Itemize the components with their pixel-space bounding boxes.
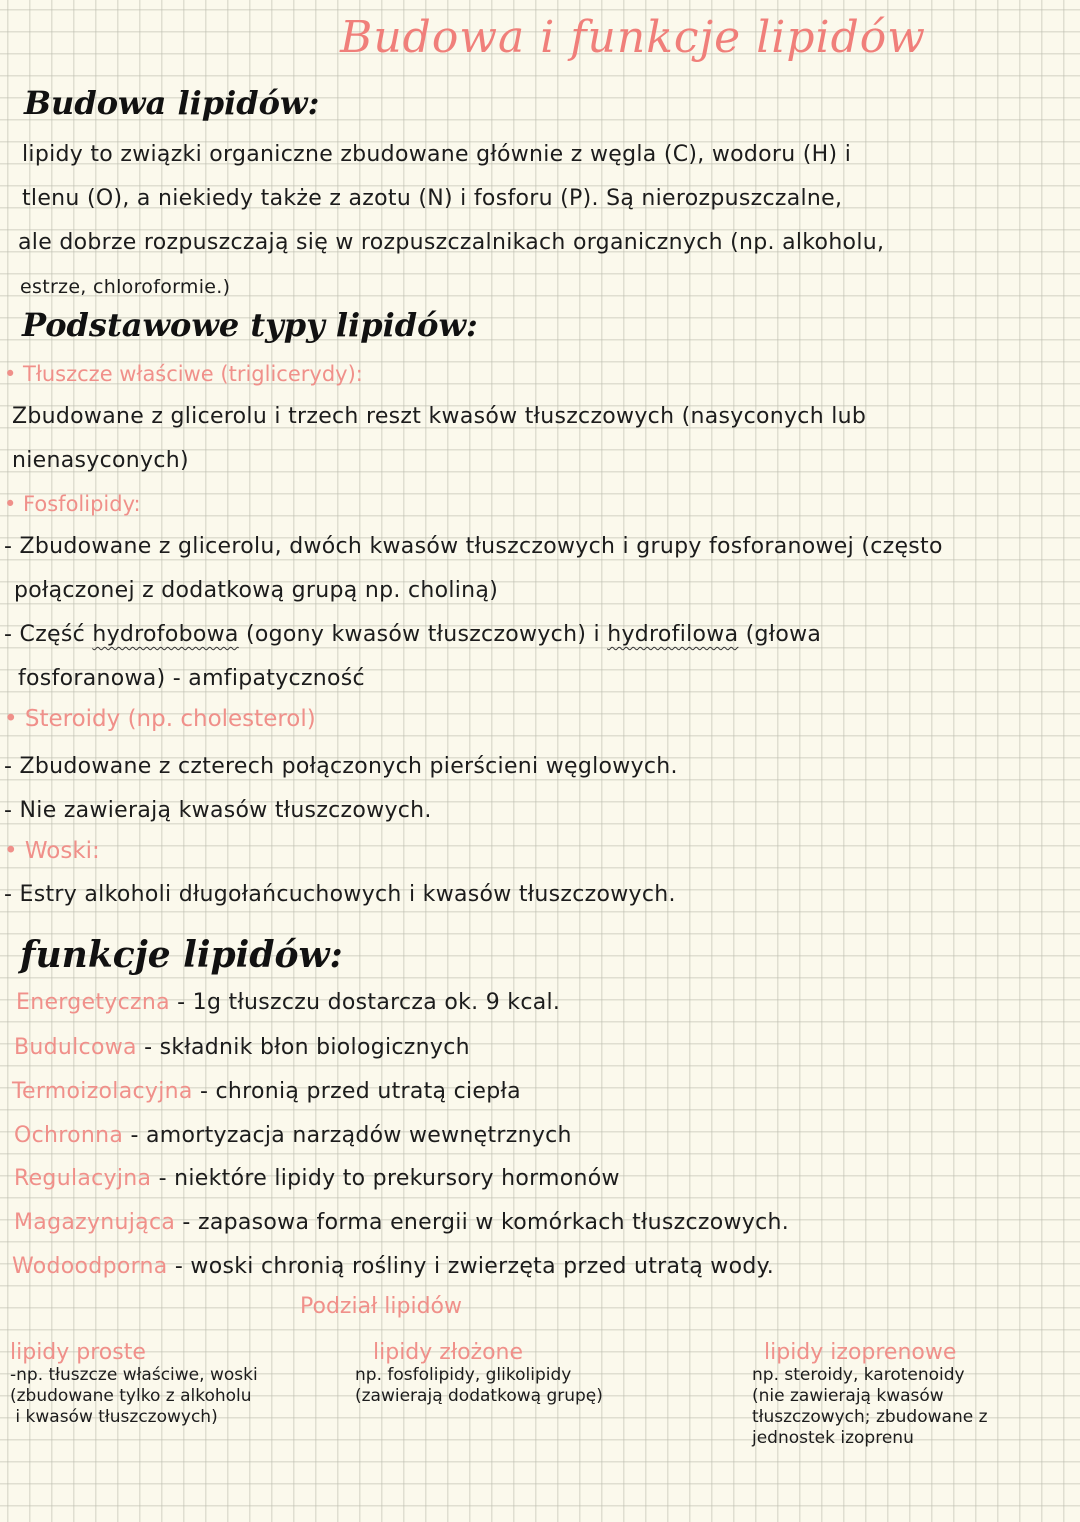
heading-functions: funkcje lipidów: (20, 934, 343, 976)
column-title: lipidy izoprenowe (764, 1340, 957, 1365)
heading-structure: Budowa lipidów: (24, 84, 320, 122)
function-desc: - zapasowa forma energii w komórkach tłuszczowych. (175, 1210, 790, 1235)
phospholipids-line3-mid: (ogony kwasów tłuszczowych) i (238, 622, 608, 647)
function-desc: - amortyzacja narządów wewnętrznych (123, 1123, 572, 1148)
heading-types: Podstawowe typy lipidów: (22, 306, 478, 344)
structure-line-3: ale dobrze rozpuszczają się w rozpuszczalnikach organicznych (np. alkoholu, (18, 230, 885, 255)
column-title: lipidy proste (10, 1340, 146, 1365)
term-hydrophobic: hydrofobowa (92, 622, 239, 647)
function-name: Regulacyjna (14, 1166, 152, 1191)
function-name: Termoizolacyjna (12, 1079, 193, 1104)
function-thermal (12, 1077, 521, 1107)
term-hydrophilic: hydrofilowa (607, 622, 739, 647)
phospholipids-line-4: fosforanowa) - amfipatyczność (18, 666, 365, 691)
steroids-line-1: - Zbudowane z czterech połączonych pierścieni węglowych. (4, 754, 678, 779)
function-name: Budulcowa (14, 1035, 137, 1060)
function-storage (14, 1208, 789, 1238)
function-desc: - woski chronią rośliny i zwierzęta przed utratą wody. (167, 1254, 775, 1279)
page-title: Budowa i funkcje lipidów (340, 12, 926, 63)
function-energy (16, 988, 560, 1018)
column-line: tłuszczowych; zbudowane z (752, 1407, 988, 1427)
function-name: Energetyczna (16, 990, 170, 1015)
division-column-isoprenoid (752, 1340, 988, 1449)
type-label-triglycerides: • Tłuszcze właściwe (triglicerydy): (4, 362, 363, 386)
type-label-phospholipids: • Fosfolipidy: (4, 492, 141, 516)
function-desc: - niektóre lipidy to prekursory hormonów (151, 1166, 620, 1191)
division-column-simple (10, 1340, 258, 1428)
function-name: Wodoodporna (12, 1254, 168, 1279)
structure-line-1: lipidy to związki organiczne zbudowane głównie z węgla (C), wodoru (H) i (22, 142, 852, 167)
column-title: lipidy złożone (373, 1340, 524, 1365)
structure-line-2: tlenu (O), a niekiedy także z azotu (N) i fosforu (P). Są nierozpuszczalne, (22, 186, 843, 211)
waxes-line-1: - Estry alkoholi długołańcuchowych i kwasów tłuszczowych. (4, 882, 676, 907)
type-label-steroids: • Steroidy (np. cholesterol) (4, 706, 316, 732)
column-line: np. steroidy, karotenoidy (752, 1365, 965, 1385)
column-line: -np. tłuszcze właściwe, woski (10, 1365, 258, 1385)
function-regulatory (14, 1164, 620, 1194)
column-line: np. fosfolipidy, glikolipidy (355, 1365, 572, 1385)
function-waterproof (12, 1252, 774, 1282)
function-name: Magazynująca (14, 1210, 176, 1235)
column-line: i kwasów tłuszczowych) (10, 1407, 218, 1427)
triglycerides-line-1: Zbudowane z glicerolu i trzech reszt kwasów tłuszczowych (nasyconych lub (12, 404, 867, 429)
structure-line-4: estrze, chloroformie.) (20, 276, 231, 298)
function-name: Ochronna (14, 1123, 124, 1148)
division-column-complex (355, 1340, 603, 1407)
column-line: jednostek izoprenu (752, 1428, 914, 1448)
triglycerides-line-2: nienasyconych) (12, 448, 189, 473)
column-line: (zbudowane tylko z alkoholu (10, 1386, 252, 1406)
phospholipids-line-3 (4, 620, 821, 650)
column-line: (zawierają dodatkową grupę) (355, 1386, 603, 1406)
function-desc: - chronią przed utratą ciepła (192, 1079, 521, 1104)
phospholipids-line3-prefix: - Część (4, 622, 93, 647)
function-desc: - składnik błon biologicznych (136, 1035, 470, 1060)
function-protective (14, 1121, 572, 1151)
column-line: (nie zawierają kwasów (752, 1386, 944, 1406)
heading-division: Podział lipidów (300, 1294, 463, 1319)
steroids-line-2: - Nie zawierają kwasów tłuszczowych. (4, 798, 432, 823)
function-structural (14, 1033, 470, 1063)
type-label-waxes: • Woski: (4, 838, 100, 864)
phospholipids-line-2: połączonej z dodatkową grupą np. choliną) (14, 578, 499, 603)
phospholipids-line-1: - Zbudowane z glicerolu, dwóch kwasów tłuszczowych i grupy fosforanowej (często (4, 534, 943, 559)
function-desc: - 1g tłuszczu dostarcza ok. 9 kcal. (169, 990, 561, 1015)
phospholipids-line3-suffix: (głowa (738, 622, 822, 647)
